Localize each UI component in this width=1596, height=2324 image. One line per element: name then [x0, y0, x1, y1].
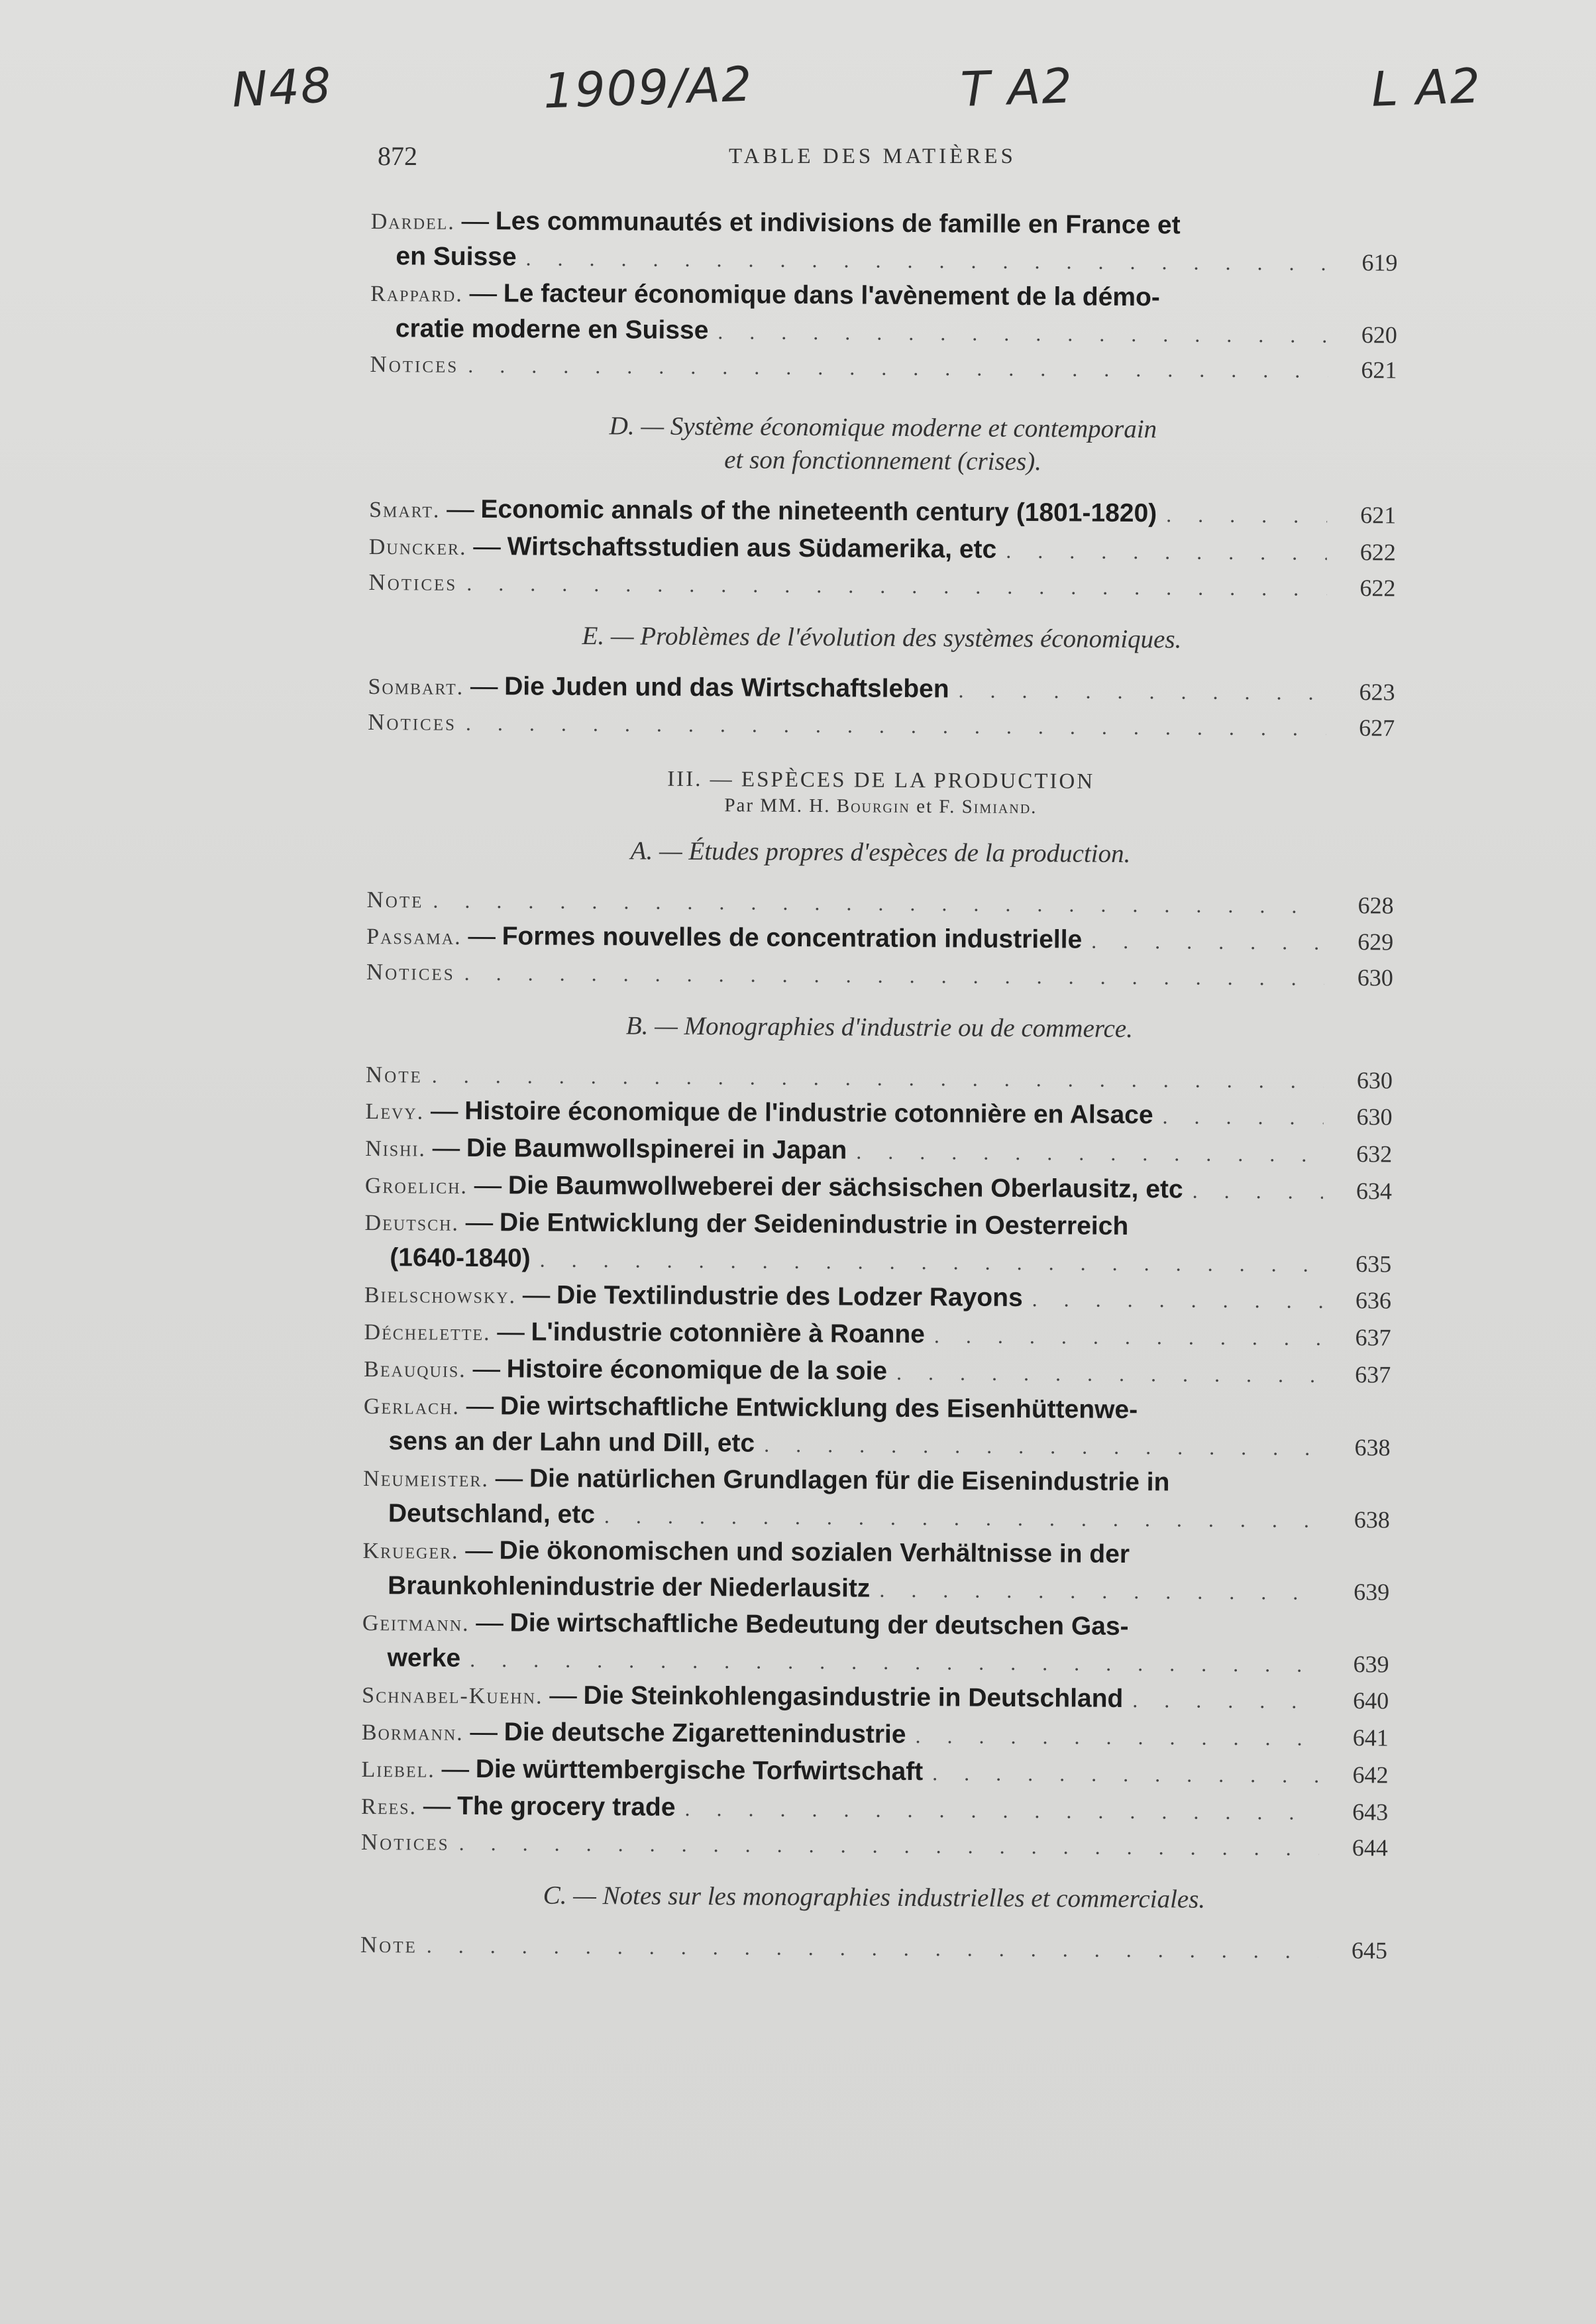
- toc-entry: [364, 1350, 1391, 1393]
- toc-entry: [365, 1092, 1392, 1135]
- toc-entry: [366, 1057, 1393, 1098]
- table-of-contents: [360, 202, 1398, 1968]
- leader-dots: [525, 241, 1328, 280]
- toc-entry: [362, 1604, 1389, 1682]
- toc-entry-line: [369, 527, 1396, 571]
- running-title: TABLE DES MATIÈRES: [729, 144, 1016, 168]
- toc-entry: [361, 1750, 1388, 1793]
- page-ref: 643: [1352, 1798, 1389, 1826]
- toc-entry-line: [364, 1203, 1391, 1246]
- leader-dots: [466, 706, 1326, 746]
- entry-title: Histoire économique de l'industrie cotonnière en Alsace: [464, 1096, 1153, 1130]
- byline-author: Simiand.: [961, 796, 1037, 818]
- toc-entry: [361, 1787, 1388, 1830]
- leader-dots: [468, 348, 1328, 388]
- section-heading: E. — Problèmes de l'évolution des systèmes économiques.: [582, 621, 1182, 654]
- leader-dots: [470, 1642, 1320, 1682]
- author-name: Dardel.: [370, 209, 455, 235]
- entry-title: Die deutsche Zigarettenindustrie: [504, 1718, 906, 1749]
- notices-label: Notices: [370, 351, 459, 378]
- toc-entry: [369, 490, 1396, 533]
- toc-entry-line: [360, 1927, 1387, 1968]
- leader-dots: [432, 1058, 1324, 1098]
- toc-entry-line: [365, 1092, 1392, 1135]
- toc-entry-continuation: [362, 1641, 1389, 1682]
- entry-title: Die Baumwollweberei der sächsischen Oberlausitz, etc: [507, 1171, 1183, 1204]
- entry-title: Histoire économique de la soie: [506, 1355, 888, 1386]
- page-ref: 621: [1360, 502, 1397, 529]
- author-name: Rappard.: [370, 281, 463, 307]
- dash-separator: —: [472, 1352, 500, 1384]
- author-name: Schnabel-Kuehn.: [362, 1683, 543, 1709]
- toc-entry-line: [363, 1459, 1390, 1502]
- toc-entry-line: [361, 1750, 1388, 1793]
- toc-entry-line: [371, 202, 1398, 245]
- toc-entry: [362, 1676, 1389, 1719]
- handwritten-note: L A2: [1370, 58, 1483, 117]
- toc-entry-line: [364, 1350, 1391, 1393]
- author-name: Déchelette.: [364, 1319, 491, 1346]
- page-ref: 621: [1361, 357, 1397, 384]
- author-name: Rees.: [361, 1794, 417, 1820]
- dash-separator: —: [470, 1715, 498, 1747]
- handwritten-note: N48: [230, 57, 334, 118]
- author-name: Levy.: [365, 1099, 425, 1125]
- part-heading: III. — ESPÈCES DE LA PRODUCTION: [667, 767, 1095, 794]
- toc-entry: [364, 1203, 1392, 1282]
- page-ref: 634: [1356, 1178, 1393, 1205]
- toc-entry-line: [364, 1276, 1391, 1319]
- entry-title-continued: (1640-1840): [390, 1243, 531, 1273]
- dash-separator: —: [476, 1606, 504, 1637]
- entry-title: The grocery trade: [456, 1791, 676, 1822]
- toc-entry: [370, 202, 1398, 280]
- page-ref: 622: [1359, 575, 1396, 602]
- dash-separator: —: [468, 919, 496, 951]
- page-header: [378, 140, 1385, 180]
- toc-entry: [366, 954, 1393, 995]
- entry-title: Die wirtschaftliche Entwicklung des Eisenhüttenwe-: [500, 1392, 1138, 1425]
- entry-title: Wirtschaftsstudien aus Südamerika, etc: [507, 532, 997, 564]
- leader-dots: [915, 1718, 1320, 1755]
- page-ref: 632: [1356, 1140, 1393, 1168]
- section-heading-continued: et son fonctionnement (crises).: [724, 445, 1042, 476]
- toc-entry: [364, 1276, 1391, 1319]
- author-name: Beauquis.: [364, 1356, 466, 1382]
- leader-dots: [934, 1318, 1322, 1355]
- page-ref: 623: [1359, 679, 1395, 706]
- notices-label: Note: [366, 886, 424, 913]
- notices-label: Notices: [368, 708, 457, 736]
- leader-dots: [764, 1427, 1322, 1465]
- leader-dots: [1162, 1099, 1323, 1134]
- page-ref: 639: [1353, 1651, 1389, 1678]
- toc-entry: [362, 1713, 1389, 1756]
- author-name: Gerlach.: [363, 1394, 460, 1419]
- dash-separator: —: [497, 1315, 525, 1347]
- leader-dots: [459, 1826, 1320, 1865]
- entry-title: Die Steinkohlengasindustrie in Deutschland: [583, 1681, 1124, 1713]
- author-name: Sombart.: [368, 674, 464, 700]
- leader-dots: [464, 956, 1325, 995]
- page-ref: 640: [1353, 1687, 1389, 1714]
- toc-entry: [366, 882, 1393, 923]
- dash-separator: —: [431, 1094, 458, 1125]
- entry-title-continued: en Suisse: [396, 242, 517, 272]
- author-name: Deutsch.: [364, 1210, 460, 1236]
- entry-title: L'industrie cotonnière à Roanne: [531, 1317, 926, 1349]
- notices-label: Notices: [368, 569, 458, 596]
- toc-entry: [369, 527, 1396, 571]
- leader-dots: [427, 1928, 1318, 1968]
- page-number: 872: [378, 141, 417, 171]
- leader-dots: [718, 314, 1328, 353]
- toc-entry: [361, 1824, 1388, 1865]
- leader-dots: [879, 1573, 1320, 1610]
- handwritten-note: 1909/A2: [542, 56, 754, 119]
- toc-entry: [363, 1459, 1391, 1537]
- dash-separator: —: [495, 1462, 523, 1493]
- dash-separator: —: [465, 1205, 494, 1237]
- byline-prefix: Par MM. H.: [724, 795, 831, 817]
- dash-separator: —: [473, 529, 501, 561]
- toc-entry-line: [368, 667, 1395, 710]
- toc-entry: [370, 347, 1397, 388]
- page-ref: 641: [1352, 1724, 1389, 1751]
- byline-mid: et F.: [916, 796, 956, 818]
- toc-entry-line: [365, 1129, 1392, 1172]
- toc-entry: [368, 565, 1395, 606]
- section-heading: A. — Études propres d'espèces de la production.: [630, 836, 1131, 869]
- entry-title: Economic annals of the nineteenth century (1801-1820): [480, 495, 1157, 528]
- section-heading: D. — Système économique moderne et contemporain: [609, 412, 1157, 444]
- page-ref: 638: [1354, 1506, 1391, 1533]
- entry-title: Die Juden und das Wirtschaftsleben: [504, 672, 949, 704]
- toc-entry-line: [368, 565, 1395, 606]
- entry-title-continued: werke: [387, 1643, 461, 1673]
- leader-dots: [466, 566, 1327, 606]
- toc-entry: [368, 704, 1395, 746]
- author-name: Duncker.: [368, 534, 467, 560]
- toc-entry-line: [369, 490, 1396, 533]
- byline-author: Bourgin: [836, 795, 911, 817]
- leader-dots: [1193, 1174, 1324, 1209]
- dash-separator: —: [423, 1789, 451, 1820]
- page-ref: 635: [1356, 1250, 1392, 1278]
- author-name: Liebel.: [361, 1757, 435, 1783]
- dash-separator: —: [470, 669, 498, 701]
- leader-dots: [433, 883, 1324, 923]
- toc-entry-line: [362, 1604, 1389, 1647]
- leader-dots: [856, 1134, 1323, 1172]
- toc-entry: [365, 1166, 1392, 1209]
- entry-title-continued: cratie moderne en Suisse: [395, 314, 709, 345]
- page-ref: 638: [1354, 1434, 1391, 1461]
- toc-entry-continuation: [370, 311, 1397, 353]
- toc-entry-line: [366, 1057, 1393, 1098]
- dash-separator: —: [441, 1752, 469, 1783]
- toc-entry: [365, 1129, 1392, 1172]
- entry-title: Formes nouvelles de concentration industrielle: [502, 922, 1083, 954]
- leader-dots: [896, 1355, 1322, 1392]
- page-ref: 620: [1361, 321, 1397, 349]
- leader-dots: [1091, 924, 1324, 960]
- page-ref: 644: [1352, 1834, 1388, 1861]
- leader-dots: [932, 1755, 1320, 1793]
- toc-entry: [363, 1387, 1391, 1465]
- toc-entry-line: [362, 1531, 1389, 1575]
- notices-label: Notices: [360, 1828, 450, 1855]
- entry-title: Die Baumwollspinerei in Japan: [466, 1133, 847, 1165]
- leader-dots: [1132, 1683, 1320, 1718]
- toc-entry: [364, 1313, 1391, 1356]
- toc-entry-continuation: [370, 239, 1397, 280]
- page-ref: 639: [1354, 1578, 1390, 1606]
- dash-separator: —: [465, 1533, 493, 1565]
- toc-entry-line: [368, 704, 1395, 746]
- toc-entry-line: [364, 1313, 1391, 1356]
- author-name: Bielschowsky.: [364, 1282, 517, 1309]
- toc-entry: [370, 274, 1398, 353]
- toc-entry-line: [370, 274, 1397, 317]
- toc-entry-line: [365, 1166, 1392, 1209]
- dash-separator: —: [432, 1131, 460, 1162]
- leader-dots: [1166, 497, 1327, 532]
- entry-title: Die ökonomischen und sozialen Verhältnisse in der: [499, 1536, 1130, 1569]
- notices-label: Note: [360, 1931, 417, 1958]
- page-ref: 628: [1357, 892, 1394, 919]
- toc-entry: [366, 917, 1393, 960]
- author-name: Nishi.: [365, 1136, 427, 1162]
- dash-separator: —: [522, 1278, 551, 1309]
- page-ref: 637: [1355, 1361, 1391, 1388]
- page-ref: 627: [1359, 714, 1395, 742]
- entry-title: Die wirtschaftliche Bedeutung der deutschen Gas-: [509, 1608, 1129, 1641]
- dash-separator: —: [466, 1389, 494, 1421]
- leader-dots: [684, 1791, 1319, 1830]
- dash-separator: —: [549, 1679, 577, 1710]
- toc-entry-line: [366, 917, 1393, 960]
- toc-entry-continuation: [363, 1496, 1390, 1537]
- page-ref: 630: [1356, 1103, 1393, 1131]
- toc-entry: [362, 1531, 1390, 1610]
- entry-title: Die natürlichen Grundlagen für die Eisenindustrie in: [529, 1464, 1170, 1497]
- entry-title: Die Entwicklung der Seidenindustrie in Oesterreich: [499, 1208, 1129, 1241]
- page-ref: 630: [1357, 964, 1394, 991]
- entry-title: Les communautés et indivisions de famille en France et: [495, 207, 1181, 240]
- entry-title-continued: Braunkohlenindustrie der Niederlausitz: [388, 1571, 871, 1603]
- author-name: Krueger.: [362, 1538, 459, 1564]
- leader-dots: [1032, 1282, 1323, 1318]
- entry-title: Die Textilindustrie des Lodzer Rayons: [556, 1280, 1023, 1313]
- section-heading: C. — Notes sur les monographies industrielles et commerciales.: [543, 1881, 1206, 1914]
- section-heading: B. — Monographies d'industrie ou de commerce.: [625, 1011, 1134, 1044]
- toc-entry: [368, 667, 1395, 710]
- toc-entry-line: [366, 882, 1393, 923]
- page-ref: 619: [1361, 249, 1398, 276]
- toc-entry-line: [370, 347, 1397, 388]
- toc-entry-line: [362, 1713, 1389, 1756]
- author-name: Bormann.: [361, 1720, 464, 1745]
- page-ref: 630: [1356, 1067, 1393, 1094]
- toc-entry-continuation: [364, 1241, 1391, 1282]
- author-name: Neumeister.: [363, 1466, 490, 1492]
- notices-label: Note: [365, 1061, 423, 1088]
- leader-dots: [604, 1498, 1321, 1537]
- toc-entry-line: [361, 1787, 1388, 1830]
- page-ref: 645: [1351, 1937, 1388, 1964]
- entry-title-continued: sens an der Lahn und Dill, etc: [388, 1427, 755, 1458]
- author-name: Geitmann.: [362, 1610, 470, 1636]
- dash-separator: —: [447, 492, 474, 524]
- entry-title-continued: Deutschland, etc: [388, 1499, 596, 1529]
- page-ref: 642: [1352, 1761, 1389, 1789]
- author-name: Groelich.: [364, 1173, 468, 1199]
- author-name: Smart.: [369, 497, 441, 523]
- toc-entry-line: [361, 1824, 1388, 1865]
- page-ref: 622: [1359, 539, 1396, 566]
- toc-entry-continuation: [363, 1424, 1390, 1465]
- leader-dots: [540, 1243, 1323, 1282]
- toc-entry-continuation: [362, 1569, 1389, 1610]
- entry-title: Le facteur économique dans l'avènement de la démo-: [503, 279, 1161, 312]
- author-name: Passama.: [366, 924, 462, 950]
- leader-dots: [958, 673, 1326, 709]
- toc-entry-line: [366, 954, 1393, 995]
- dash-separator: —: [469, 276, 497, 308]
- dash-separator: —: [474, 1168, 502, 1200]
- toc-entry-line: [362, 1676, 1389, 1719]
- dash-separator: —: [461, 204, 490, 236]
- handwritten-note: T A2: [959, 58, 1075, 117]
- toc-entry-line: [364, 1387, 1391, 1430]
- page-ref: 637: [1355, 1324, 1391, 1351]
- toc-entry: [360, 1927, 1387, 1968]
- page-ref: 636: [1355, 1287, 1392, 1314]
- page-ref: 629: [1357, 928, 1394, 956]
- leader-dots: [1006, 533, 1327, 570]
- notices-label: Notices: [366, 958, 455, 985]
- entry-title: Die württembergische Torfwirtschaft: [475, 1755, 924, 1787]
